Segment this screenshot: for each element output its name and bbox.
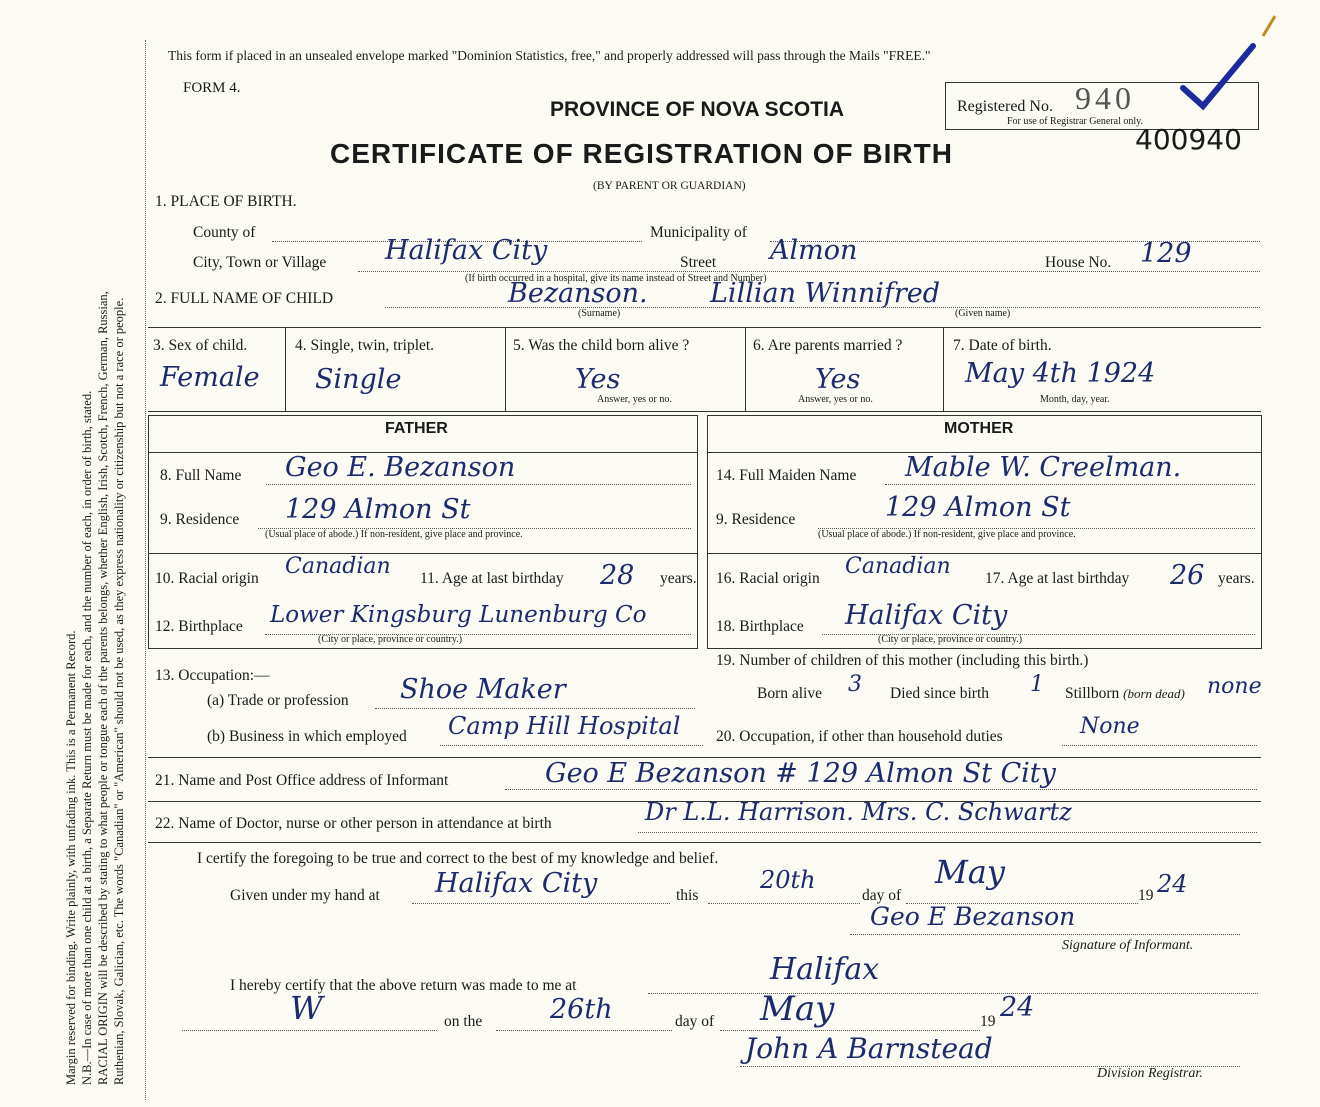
- father-name-label: 8. Full Name: [160, 467, 242, 484]
- mother-heading: MOTHER: [944, 420, 1014, 437]
- place-of-birth-label: 1. PLACE OF BIRTH.: [155, 193, 297, 210]
- registrar-mark-line: [182, 1030, 437, 1031]
- occupation-label: 13. Occupation:—: [155, 667, 270, 684]
- margin-line-1: Margin reserved for binding. Write plainly, with unfading ink. This is a Permanent Record.: [64, 630, 78, 1085]
- born-alive-value: Yes: [575, 364, 621, 395]
- mail-notice: This form if placed in an unsealed envelope marked "Dominion Statistics, free," and properly addressed will pass through the Mails "FREE.": [168, 48, 931, 63]
- mother-name-line: [885, 484, 1255, 485]
- house-no-label: House No.: [1045, 254, 1112, 271]
- mother-mid-rule: [707, 553, 1262, 554]
- city-line: [358, 271, 1260, 272]
- city-value: Halifax City: [385, 235, 548, 266]
- page-subtitle: (BY PARENT OR GUARDIAN): [593, 180, 746, 192]
- date-caption: Month, day, year.: [1040, 394, 1110, 405]
- died-value: 1: [1030, 672, 1044, 697]
- rule-attendant-bottom: [148, 842, 1261, 843]
- province-heading: PROVINCE OF NOVA SCOTIA: [550, 98, 845, 121]
- given-name-caption: (Given name): [955, 308, 1011, 319]
- margin-rule: [145, 40, 146, 1100]
- registrar-place-line: [648, 993, 1258, 994]
- children-count-label: 19. Number of children of this mother (including this birth.): [716, 652, 1089, 669]
- born-alive-count-value: 3: [848, 672, 862, 697]
- stillborn-value: none: [1207, 674, 1262, 699]
- father-residence-label: 9. Residence: [160, 511, 240, 528]
- cert-year-prefix: 19: [1138, 887, 1154, 904]
- trade-label: (a) Trade or profession: [207, 692, 349, 709]
- registrar-year-value: 24: [1000, 992, 1035, 1023]
- attendant-value: Dr L.L. Harrison. Mrs. C. Schwartz: [645, 798, 1072, 826]
- rule-col-3: [745, 327, 746, 411]
- parents-married-label: 6. Are parents married ?: [753, 337, 903, 354]
- date-of-birth-value: May 4th 1924: [965, 358, 1156, 389]
- signature-line: [850, 934, 1240, 935]
- margin-line-4: Ruthenian, Slovak, Galician, etc. The words "Canadian" or "American" should not be used, as they express nationality or citizenship but not a race or people.: [112, 297, 126, 1085]
- father-residence-caption: (Usual place of abode.) If non-resident, give place and province.: [265, 529, 523, 540]
- hospital-note: (If birth occurred in a hospital, give its name instead of Street and Number): [465, 273, 767, 284]
- father-racial-label: 10. Racial origin: [155, 570, 259, 587]
- informant-signature: Geo E Bezanson: [870, 902, 1076, 931]
- rule-row-bottom: [148, 411, 1261, 412]
- mother-residence-caption: (Usual place of abode.) If non-resident, give place and province.: [818, 529, 1076, 540]
- died-label: Died since birth: [890, 685, 990, 702]
- mother-racial-value: Canadian: [845, 554, 951, 579]
- father-heading: FATHER: [385, 420, 448, 437]
- child-given-name-value: Lillian Winnifred: [710, 278, 941, 309]
- stillborn-label: [1065, 685, 1185, 703]
- registrar-year-prefix: 19: [980, 1013, 996, 1030]
- surname-caption: (Surname): [578, 308, 621, 319]
- rule-col-1: [285, 327, 286, 411]
- sex-value: Female: [160, 362, 260, 393]
- registrar-use-note: For use of Registrar General only.: [1007, 116, 1143, 127]
- registrar-day-line: [496, 1030, 672, 1031]
- given-at-line: [412, 903, 670, 904]
- business-line: [440, 745, 703, 746]
- father-name-value: Geo E. Bezanson: [285, 452, 516, 483]
- cert-day-value: 20th: [760, 866, 816, 894]
- born-dead-caption: (born dead): [1123, 686, 1185, 701]
- born-alive-caption: Answer, yes or no.: [597, 394, 672, 405]
- mother-years-label: years.: [1218, 570, 1255, 587]
- father-residence-value: 129 Almon St: [285, 494, 471, 525]
- registered-no-label: Registered No.: [957, 98, 1053, 115]
- day-of-label: day of: [862, 887, 902, 904]
- attendant-line: [638, 832, 1257, 833]
- margin-line-2: N.B.—In case of more than one child at a birth, a Separate Return must be made for each, and the number of each, in order of birth, stated.: [80, 390, 94, 1085]
- house-no-value: 129: [1140, 238, 1192, 269]
- municipality-label: Municipality of: [650, 224, 747, 241]
- registrar-month-line: [720, 1030, 980, 1031]
- father-mid-rule: [148, 553, 698, 554]
- cert-day-line: [708, 903, 860, 904]
- mother-age-label: 17. Age at last birthday: [985, 570, 1130, 587]
- mother-occupation-line: [1062, 745, 1257, 746]
- margin-line-3: RACIAL ORIGIN will be described by stating to what people or tongue each of the parents belongs, whether English, Irish, Scotch, French, German, Russian,: [96, 291, 110, 1085]
- street-label: Street: [680, 254, 717, 271]
- registrar-statement: I hereby certify that the above return was made to me at: [230, 977, 577, 994]
- on-the-label: on the: [444, 1013, 483, 1030]
- trade-line: [375, 708, 695, 709]
- informant-line: [505, 789, 1257, 790]
- sex-label: 3. Sex of child.: [153, 337, 248, 354]
- registrar-place-value: Halifax: [770, 952, 880, 987]
- plurality-value: Single: [315, 364, 402, 395]
- mother-occupation-value: None: [1080, 714, 1140, 739]
- father-age-value: 28: [600, 560, 635, 591]
- registrar-day-value: 26th: [550, 994, 613, 1025]
- mother-occupation-label: 20. Occupation, if other than household duties: [716, 728, 1003, 745]
- registrar-month-value: May: [760, 989, 835, 1029]
- given-under-label: Given under my hand at: [230, 887, 380, 904]
- county-label: County of: [193, 224, 256, 241]
- father-name-line: [266, 484, 691, 485]
- plurality-label: 4. Single, twin, triplet.: [295, 337, 435, 354]
- mother-name-label: 14. Full Maiden Name: [716, 467, 857, 484]
- child-name-line: [385, 307, 1260, 308]
- cert-year-value: 24: [1157, 870, 1188, 898]
- father-racial-value: Canadian: [285, 554, 391, 579]
- father-birthplace-label: 12. Birthplace: [155, 618, 243, 635]
- registered-no-stamp: 940: [1075, 80, 1135, 116]
- attendant-label: 22. Name of Doctor, nurse or other person in attendance at birth: [155, 815, 552, 832]
- registrar-initial-value: W: [290, 989, 323, 1027]
- form-number: FORM 4.: [183, 80, 241, 96]
- mother-birthplace-caption: (City or place, province or country.): [878, 634, 1023, 645]
- business-label: (b) Business in which employed: [207, 728, 407, 745]
- street-value: Almon: [770, 235, 858, 266]
- this-label: this: [676, 887, 699, 904]
- registrar-signature: John A Barnstead: [745, 1032, 993, 1065]
- child-name-label: 2. FULL NAME OF CHILD: [155, 290, 334, 307]
- cert-month-value: May: [935, 853, 1005, 891]
- check-mark-icon: [1175, 8, 1285, 118]
- stillborn-label-text: Stillborn: [1065, 685, 1120, 702]
- informant-value: Geo E Bezanson # 129 Almon St City: [545, 758, 1056, 789]
- city-label: City, Town or Village: [193, 254, 327, 271]
- mother-age-value: 26: [1170, 560, 1205, 591]
- father-years-label: years.: [660, 570, 697, 587]
- mother-birthplace-label: 18. Birthplace: [716, 618, 804, 635]
- division-registrar-caption: Division Registrar.: [1097, 1066, 1203, 1081]
- child-surname-value: Bezanson.: [508, 278, 648, 309]
- given-at-value: Halifax City: [435, 868, 598, 899]
- father-age-label: 11. Age at last birthday: [420, 570, 564, 587]
- mother-racial-label: 16. Racial origin: [716, 570, 820, 587]
- mother-name-value: Mable W. Creelman.: [905, 452, 1182, 483]
- rule-col-4: [943, 327, 944, 411]
- trade-value: Shoe Maker: [400, 674, 566, 705]
- father-birthplace-value: Lower Kingsburg Lunenburg Co: [270, 602, 647, 628]
- born-alive-label: 5. Was the child born alive ?: [513, 337, 690, 354]
- business-value: Camp Hill Hospital: [448, 712, 681, 740]
- certify-statement: I certify the foregoing to be true and correct to the best of my knowledge and belief.: [197, 850, 719, 867]
- rule-col-2: [505, 327, 506, 411]
- father-birthplace-caption: (City or place, province or country.): [318, 634, 463, 645]
- registration-number-handwritten: 400940: [1135, 123, 1242, 156]
- mother-residence-value: 129 Almon St: [885, 492, 1071, 523]
- signature-caption: Signature of Informant.: [1062, 938, 1194, 953]
- parents-married-value: Yes: [815, 364, 861, 395]
- registrar-day-of-label: day of: [675, 1013, 715, 1030]
- informant-label: 21. Name and Post Office address of Informant: [155, 772, 449, 789]
- date-of-birth-label: 7. Date of birth.: [953, 337, 1052, 354]
- born-alive-count-label: Born alive: [757, 685, 822, 702]
- mother-residence-label: 9. Residence: [716, 511, 796, 528]
- parents-married-caption: Answer, yes or no.: [798, 394, 873, 405]
- mother-birthplace-value: Halifax City: [845, 600, 1008, 631]
- page-title: CERTIFICATE OF REGISTRATION OF BIRTH: [330, 138, 953, 169]
- rule-top: [148, 327, 1261, 328]
